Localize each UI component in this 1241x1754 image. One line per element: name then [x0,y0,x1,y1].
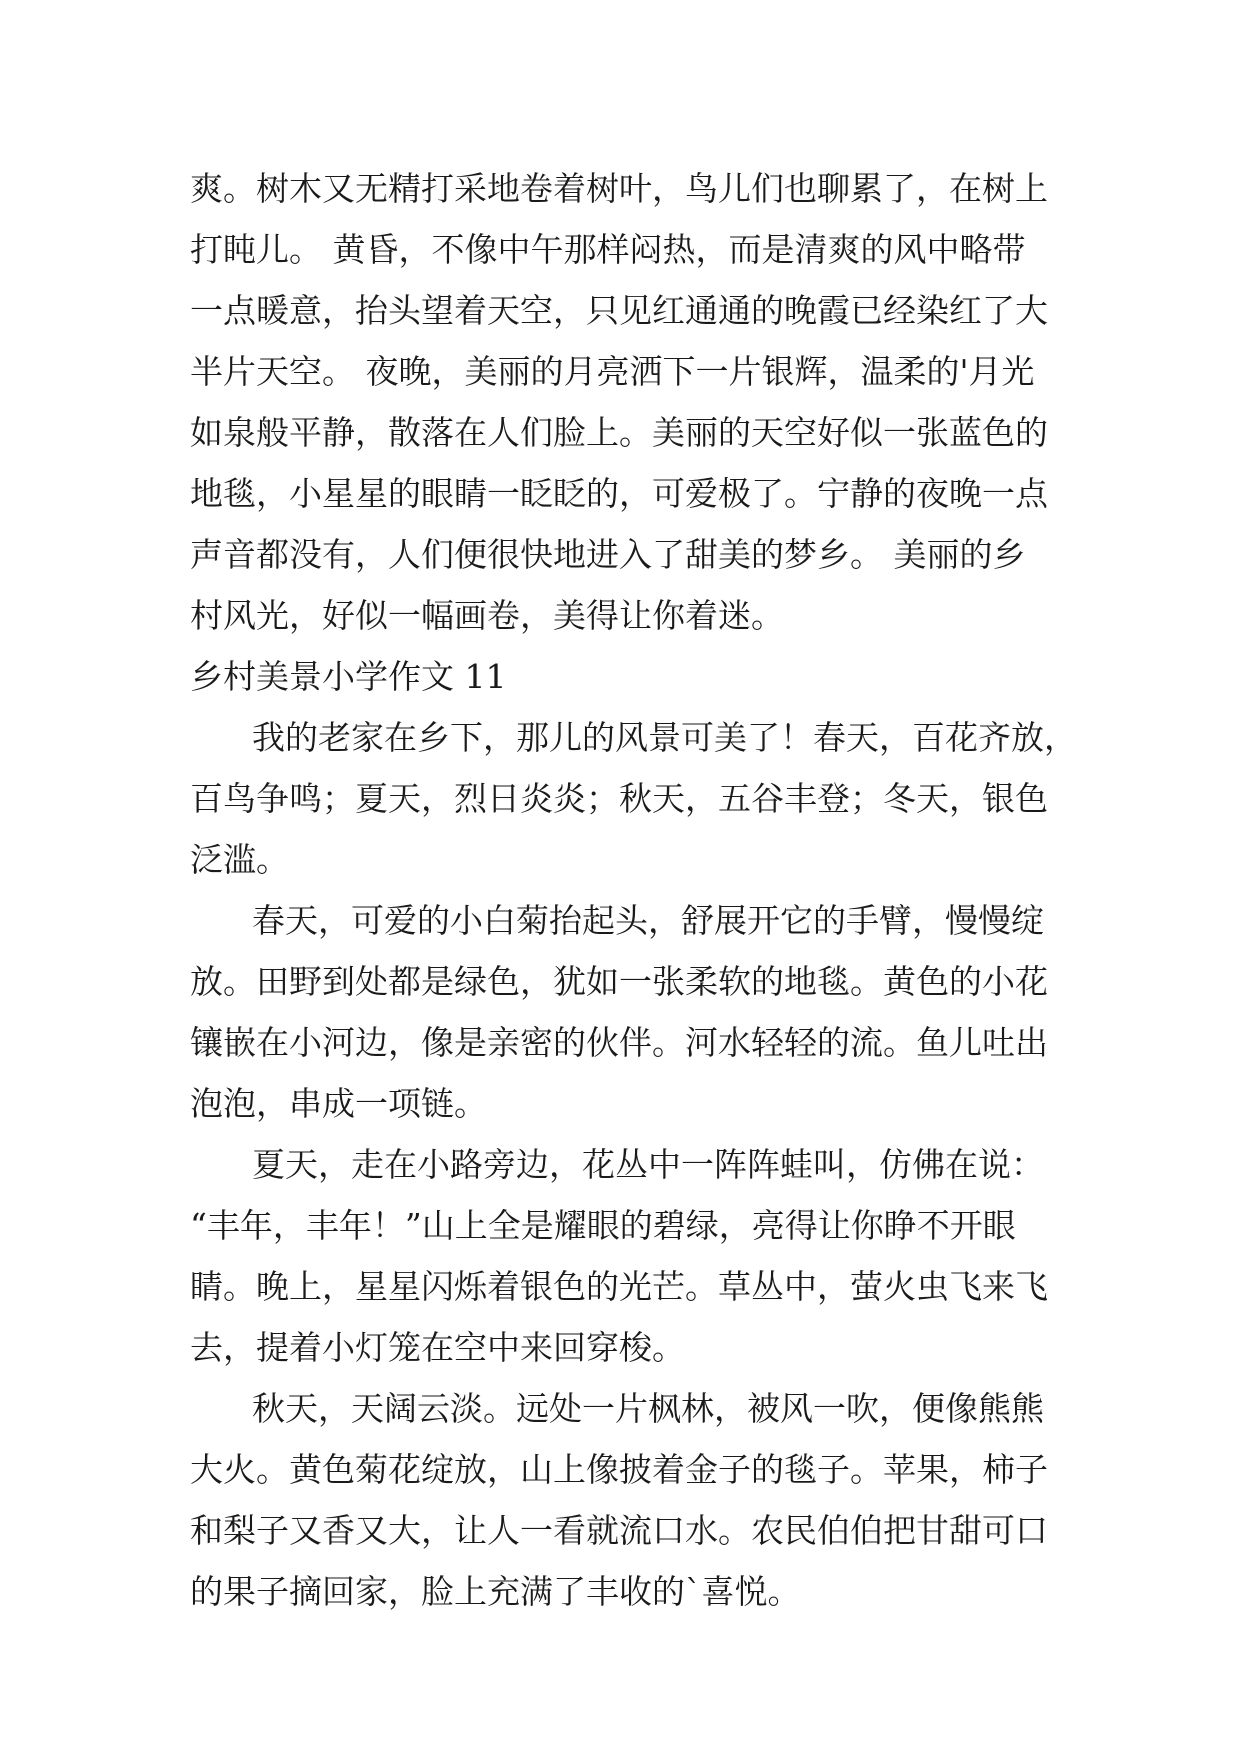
text-line: 秋天，天阔云淡。远处一片枫林，被风一吹，便像熊熊 [252,1389,1044,1428]
text-line: 地毯，小星星的眼睛一眨眨的，可爱极了。宁静的夜晚一点 [190,474,1048,513]
text-line: 大火。黄色菊花绽放，山上像披着金子的毯子。苹果，柿子 [190,1450,1048,1489]
text-line: 百鸟争鸣；夏天，烈日炎炎；秋天，五谷丰登；冬天，银色 [190,779,1048,818]
text-line: 如泉般平静，散落在人们脸上。美丽的天空好似一张蓝色的 [190,413,1048,452]
text-line: 春天，可爱的小白菊抬起头，舒展开它的手臂，慢慢绽 [252,901,1044,940]
text-line: 村风光，好似一幅画卷，美得让你着迷。 [190,596,784,635]
text-line: 声音都没有，人们便很快地进入了甜美的梦乡。 美丽的乡 [190,535,1026,574]
text-line: 的果子摘回家，脸上充满了丰收的`喜悦。 [190,1572,801,1611]
text-line: 睛。晚上，星星闪烁着银色的光芒。草丛中，萤火虫飞来飞 [190,1267,1048,1306]
text-line: 打盹儿。 黄昏，不像中午那样闷热，而是清爽的风中略带 [190,230,1026,269]
text-line: 泛滥。 [190,840,289,879]
text-line: 我的老家在乡下，那儿的风景可美了！春天，百花齐放， [252,718,1077,757]
text-line: 半片天空。 夜晚，美丽的月亮洒下一片银辉，温柔的'月光 [190,352,1035,391]
text-line: 放。田野到处都是绿色，犹如一张柔软的地毯。黄色的小花 [190,962,1048,1001]
text-line: 爽。树木又无精打采地卷着树叶，鸟儿们也聊累了，在树上 [190,169,1048,208]
text-line: 镶嵌在小河边，像是亲密的伙伴。河水轻轻的流。鱼儿吐出 [190,1023,1048,1062]
text-line: 去，提着小灯笼在空中来回穿梭。 [190,1328,685,1367]
text-line: “丰年，丰年！”山上全是耀眼的碧绿，亮得让你睁不开眼 [190,1206,1016,1245]
text-line: 夏天，走在小路旁边，花丛中一阵阵蛙叫，仿佛在说： [252,1145,1044,1184]
section-title: 乡村美景小学作文 11 [190,657,507,696]
text-line: 和梨子又香又大，让人一看就流口水。农民伯伯把甘甜可口 [190,1511,1048,1550]
text-line: 泡泡，串成一项链。 [190,1084,487,1123]
text-line: 一点暖意，抬头望着天空，只见红通通的晚霞已经染红了大 [190,291,1048,330]
